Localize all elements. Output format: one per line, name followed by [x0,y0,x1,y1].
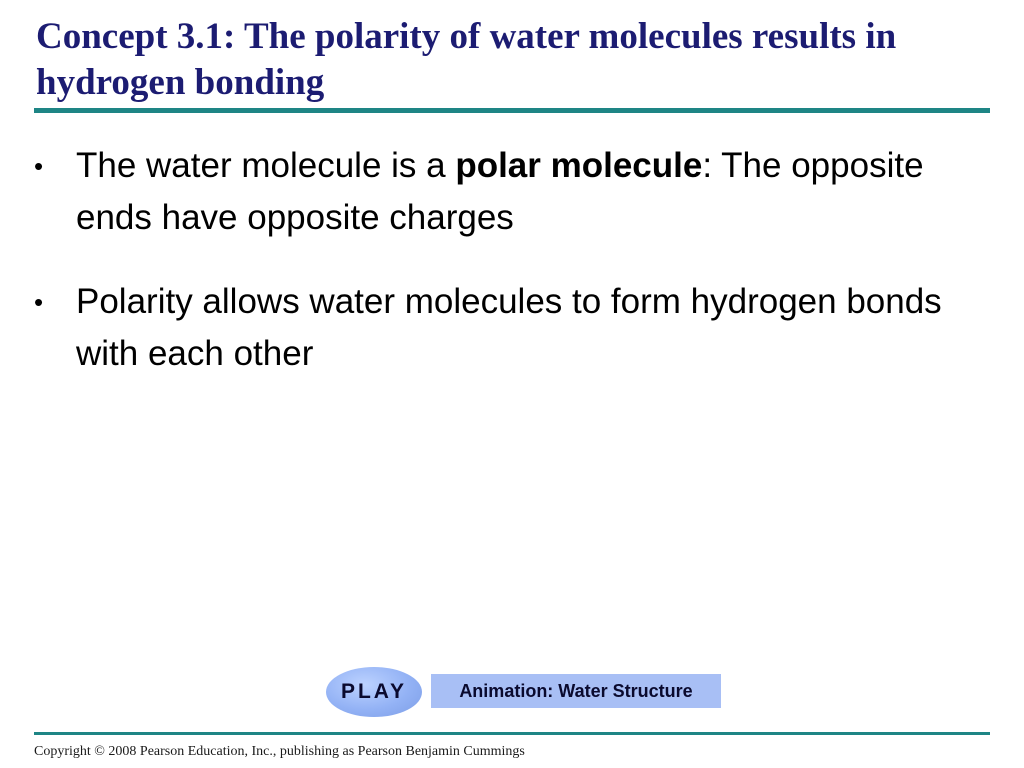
animation-water-structure-link[interactable]: Animation: Water Structure [431,674,721,708]
bullet-icon: • [34,151,44,181]
footer-divider [34,732,990,735]
bullet-term-polar-molecule: polar molecule [455,146,703,185]
bullet-item-polar-molecule [30,140,970,244]
bullet-item-hydrogen-bonds [30,276,970,380]
play-button[interactable]: PLAY [326,667,422,717]
bullet-list [30,140,970,412]
slide-title: Concept 3.1: The polarity of water molecules results in hydrogen bonding [36,16,897,103]
bullet-text-before: The water molecule is a [76,146,456,185]
bullet-text: Polarity allows water molecules to form hydrogen bonds with each other [76,282,942,373]
bullet-icon: • [34,287,44,317]
title-divider [34,108,990,113]
copyright-text: Copyright © 2008 Pearson Education, Inc., publishing as Pearson Benjamin Cummings [34,744,525,759]
bullet-text-after: : The opposite ends have opposite charges [76,146,924,237]
